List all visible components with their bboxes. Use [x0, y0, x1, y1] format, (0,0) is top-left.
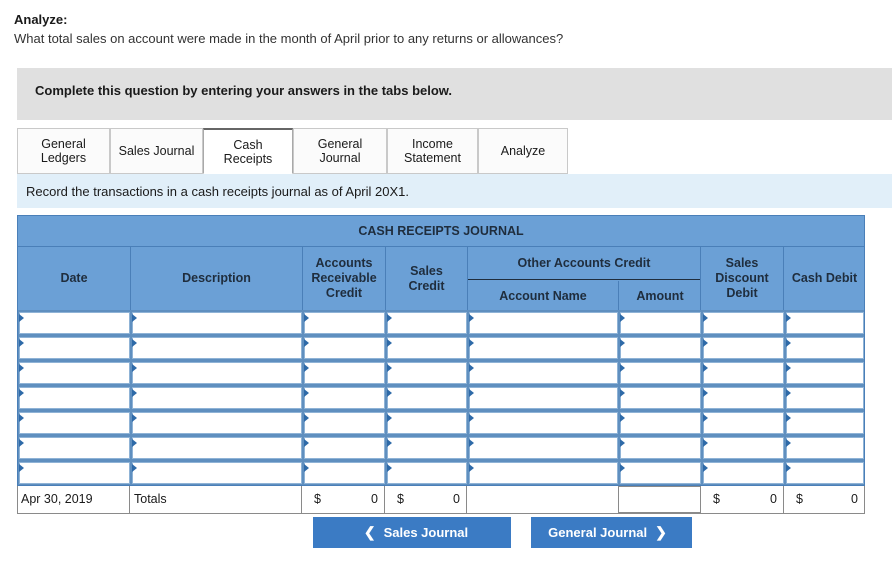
header-description: Description — [131, 247, 303, 310]
record-instruction: Record the transactions in a cash receipts journal as of April 20X1. — [26, 184, 409, 199]
totals-discount-value: 0 — [770, 492, 777, 506]
cash-debit-input[interactable] — [786, 387, 864, 409]
header-date: Date — [18, 247, 131, 310]
ar-credit-input[interactable] — [304, 312, 385, 334]
amount-input[interactable] — [620, 337, 701, 359]
prompt-heading: Analyze: — [14, 12, 68, 27]
sales-discount-debit-input[interactable] — [703, 387, 784, 409]
date-input[interactable] — [19, 337, 130, 359]
description-input[interactable] — [132, 337, 302, 359]
totals-sales-discount-debit — [701, 486, 784, 513]
header-cash-debit: Cash Debit — [791, 271, 858, 285]
date-input[interactable] — [19, 412, 130, 434]
description-input[interactable] — [132, 437, 302, 459]
account-name-input[interactable] — [469, 337, 618, 359]
description-input[interactable] — [132, 462, 302, 484]
header-other-accounts — [468, 247, 701, 310]
totals-sales-credit — [385, 486, 467, 513]
tab-general-journal[interactable]: General Journal — [293, 128, 387, 174]
tab-analyze[interactable]: Analyze — [478, 128, 568, 174]
journal-entry-row — [18, 460, 864, 485]
totals-account-name — [467, 486, 618, 513]
totals-discount-currency: $ — [713, 492, 720, 506]
chevron-right-icon: ❯ — [655, 524, 667, 540]
amount-input[interactable] — [620, 312, 701, 334]
totals-sales-currency: $ — [397, 492, 404, 506]
totals-ar-currency: $ — [314, 492, 321, 506]
header-ar-credit: Accounts Receivable Credit — [303, 247, 386, 310]
ar-credit-input[interactable] — [304, 337, 385, 359]
cash-debit-input[interactable] — [786, 437, 864, 459]
cash-debit-input[interactable] — [786, 462, 864, 484]
totals-cash-debit — [784, 486, 865, 513]
date-input[interactable] — [19, 362, 130, 384]
tab-income-statement[interactable]: Income Statement — [387, 128, 478, 174]
description-input[interactable] — [132, 362, 302, 384]
amount-input[interactable] — [620, 412, 701, 434]
amount-input[interactable] — [620, 462, 701, 484]
sales-credit-input[interactable] — [387, 462, 467, 484]
journal-entry-row — [18, 410, 864, 435]
totals-cash-currency: $ — [796, 492, 803, 506]
sales-credit-input[interactable] — [387, 387, 467, 409]
ar-credit-input[interactable] — [304, 437, 385, 459]
totals-description — [130, 486, 302, 513]
totals-date — [18, 486, 130, 513]
description-input[interactable] — [132, 312, 302, 334]
totals-ar-credit — [302, 486, 385, 513]
sales-credit-input[interactable] — [387, 412, 467, 434]
cash-debit-input[interactable] — [786, 312, 864, 334]
totals-label: Totals — [134, 492, 167, 506]
sales-discount-debit-input[interactable] — [703, 312, 784, 334]
sales-discount-debit-input[interactable] — [703, 412, 784, 434]
account-name-input[interactable] — [469, 462, 618, 484]
totals-cash-value: 0 — [851, 492, 858, 506]
sales-credit-input[interactable] — [387, 437, 467, 459]
prompt-question: What total sales on account were made in the month of April prior to any returns or allowances? — [14, 31, 564, 46]
totals-row — [17, 486, 865, 514]
totals-sales-value: 0 — [453, 492, 460, 506]
sales-discount-debit-input[interactable] — [703, 362, 784, 384]
journal-entry-row — [18, 310, 864, 335]
header-sales-credit: Sales Credit — [386, 247, 468, 310]
chevron-left-icon: ❮ — [363, 524, 376, 540]
tab-sales-journal[interactable]: Sales Journal — [110, 128, 203, 174]
account-name-input[interactable] — [469, 312, 618, 334]
account-name-input[interactable] — [469, 387, 618, 409]
prev-sales-journal-button[interactable] — [313, 517, 511, 548]
amount-input[interactable] — [620, 437, 701, 459]
instructions-banner — [17, 68, 892, 120]
instructions-text: Complete this question by entering your answers in the tabs below. — [35, 83, 453, 98]
prev-button-label: Sales Journal — [383, 525, 469, 540]
totals-amount — [618, 486, 701, 513]
journal-header — [17, 247, 865, 310]
account-name-input[interactable] — [469, 437, 618, 459]
journal-title: CASH RECEIPTS JOURNAL — [17, 215, 865, 247]
sales-discount-debit-input[interactable] — [703, 462, 784, 484]
account-name-input[interactable] — [469, 412, 618, 434]
next-general-journal-button[interactable] — [531, 517, 692, 548]
cash-debit-input[interactable] — [786, 412, 864, 434]
date-input[interactable] — [19, 312, 130, 334]
sales-credit-input[interactable] — [387, 337, 467, 359]
journal-entry-row — [18, 360, 864, 385]
ar-credit-input[interactable] — [304, 412, 385, 434]
cash-debit-input[interactable] — [786, 337, 864, 359]
ar-credit-input[interactable] — [304, 462, 385, 484]
sales-credit-input[interactable] — [387, 312, 467, 334]
ar-credit-input[interactable] — [304, 387, 385, 409]
header-amount: Amount — [636, 288, 684, 303]
record-instruction-bar — [17, 174, 892, 208]
date-input[interactable] — [19, 462, 130, 484]
amount-input[interactable] — [620, 387, 701, 409]
cash-debit-input[interactable] — [786, 362, 864, 384]
account-name-input[interactable] — [469, 362, 618, 384]
description-input[interactable] — [132, 387, 302, 409]
journal-entry-rows — [17, 310, 865, 486]
tab-general-ledgers[interactable]: General Ledgers — [17, 128, 110, 174]
date-input[interactable] — [19, 387, 130, 409]
sales-discount-debit-input[interactable] — [703, 437, 784, 459]
next-button-label: General Journal — [548, 525, 648, 540]
cash-receipts-journal — [17, 215, 865, 514]
description-input[interactable] — [132, 412, 302, 434]
date-input[interactable] — [19, 437, 130, 459]
journal-entry-row — [18, 385, 864, 410]
ar-credit-input[interactable] — [304, 362, 385, 384]
sales-discount-debit-input[interactable] — [703, 337, 784, 359]
journal-entry-row — [18, 335, 864, 360]
header-sales-discount-debit: Sales Discount Debit — [701, 247, 784, 310]
tab-cash-receipts[interactable]: Cash Receipts — [203, 128, 293, 174]
header-other-accounts-credit: Other Accounts Credit — [468, 247, 700, 280]
journal-entry-row — [18, 435, 864, 460]
header-account-name: Account Name — [468, 281, 619, 310]
sales-credit-input[interactable] — [387, 362, 467, 384]
totals-date-text: Apr 30, 2019 — [21, 492, 93, 506]
totals-ar-value: 0 — [371, 492, 378, 506]
amount-input[interactable] — [620, 362, 701, 384]
